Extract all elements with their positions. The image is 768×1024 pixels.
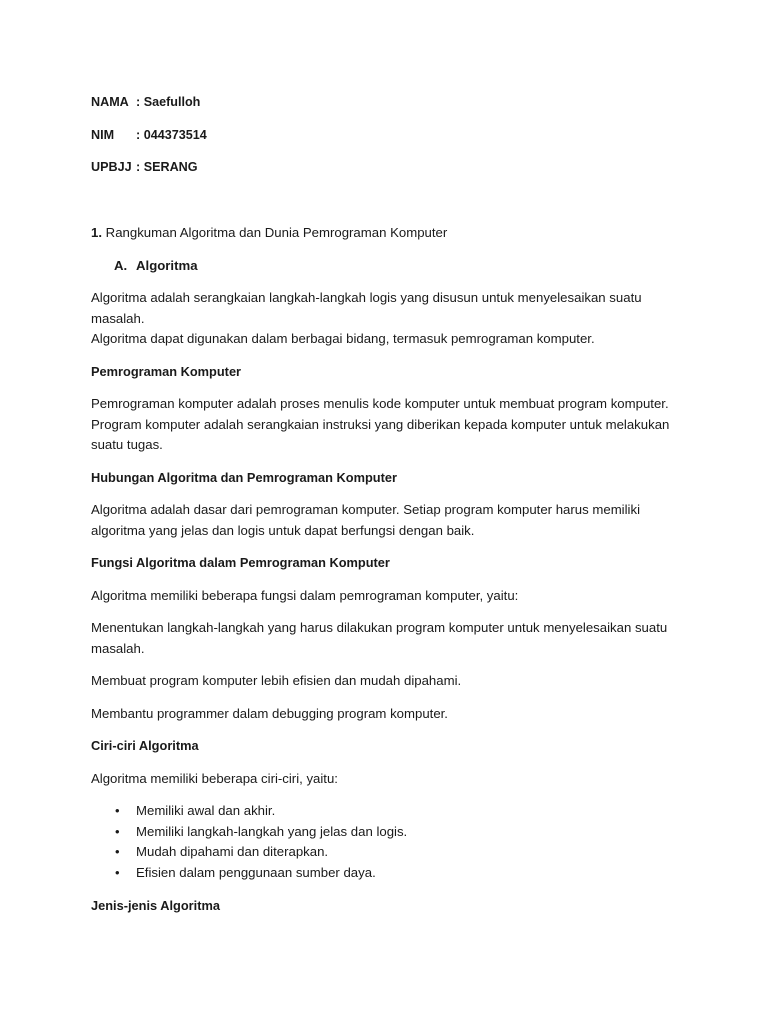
ciri-item-text: Memiliki langkah-langkah yang jelas dan logis.	[136, 823, 408, 839]
fungsi-item-2: Membuat program komputer lebih efisien dan mudah dipahami.	[91, 673, 462, 688]
bullet-icon: •	[115, 823, 120, 839]
ciri-item-text: Efisien dalam penggunaan sumber daya.	[136, 865, 376, 881]
algoritma-definition-line-2: Algoritma dapat digunakan dalam berbagai bidang, termasuk pemrograman komputer.	[91, 331, 595, 346]
list-item	[91, 801, 691, 822]
pemrograman-line-1: Pemrograman komputer adalah proses menulis kode komputer untuk membuat program komputer.	[91, 396, 669, 411]
list-item	[91, 842, 691, 863]
section-1-number: 1.	[91, 225, 102, 240]
document-content	[91, 92, 691, 916]
bullet-icon: •	[115, 844, 120, 860]
hubungan-heading: Hubungan Algoritma dan Pemrograman Komputer	[91, 469, 397, 485]
fungsi-item-1-line-2: masalah.	[91, 640, 145, 656]
identity-nama-row	[91, 92, 691, 112]
nim-label: NIM	[91, 127, 115, 142]
upbjj-label: UPBJJ	[91, 160, 132, 174]
pemrograman-heading: Pemrograman Komputer	[91, 363, 242, 379]
fungsi-intro: Algoritma memiliki beberapa fungsi dalam pemrograman komputer, yaitu:	[91, 587, 519, 603]
jenis-heading: Jenis-jenis Algoritma	[91, 897, 220, 913]
nama-label: NAMA	[91, 95, 129, 109]
subsection-a-letter: A.	[114, 257, 128, 273]
algoritma-definition-line-1: Algoritma adalah serangkaian langkah-langkah logis yang disusun untuk menyelesaikan suatu masalah.	[91, 290, 642, 326]
fungsi-item-1-line-1: Menentukan langkah-langkah yang harus dilakukan program komputer untuk menyelesaikan suatu	[91, 620, 668, 635]
subsection-a-heading	[91, 256, 691, 277]
fungsi-item-3: Membantu programmer dalam debugging program komputer.	[91, 705, 448, 721]
hubungan-line-1: Algoritma adalah dasar dari pemrograman komputer. Setiap program komputer harus memiliki	[91, 502, 640, 517]
bullet-icon: •	[115, 865, 120, 881]
identity-upbjj-row	[91, 157, 691, 177]
section-1-title: Rangkuman Algoritma dan Dunia Pemrograman Komputer	[105, 225, 448, 240]
ciri-list	[91, 801, 691, 884]
ciri-item-text: Mudah dipahami dan diterapkan.	[136, 844, 329, 860]
hubungan-line-2: algoritma yang jelas dan logis untuk dapat berfungsi dengan baik.	[91, 522, 475, 538]
subsection-a-title: Algoritma	[136, 257, 198, 273]
ciri-intro: Algoritma memiliki beberapa ciri-ciri, yaitu:	[91, 770, 338, 786]
section-1-heading	[91, 223, 691, 244]
fungsi-heading: Fungsi Algoritma dalam Pemrograman Komputer	[91, 555, 390, 570]
list-item	[91, 822, 691, 843]
bullet-icon: •	[115, 803, 120, 818]
nim-value: : 044373514	[136, 127, 207, 142]
ciri-heading: Ciri-ciri Algoritma	[91, 738, 199, 753]
pemrograman-line-3: suatu tugas.	[91, 437, 163, 452]
list-item	[91, 863, 691, 884]
upbjj-value: : SERANG	[136, 160, 198, 174]
ciri-item-text: Memiliki awal dan akhir.	[136, 803, 276, 818]
pemrograman-line-2: Program komputer adalah serangkaian instruksi yang diberikan kepada komputer untuk melakukan	[91, 416, 670, 432]
nama-value: : Saefulloh	[136, 95, 201, 109]
identity-nim-row	[91, 125, 691, 145]
